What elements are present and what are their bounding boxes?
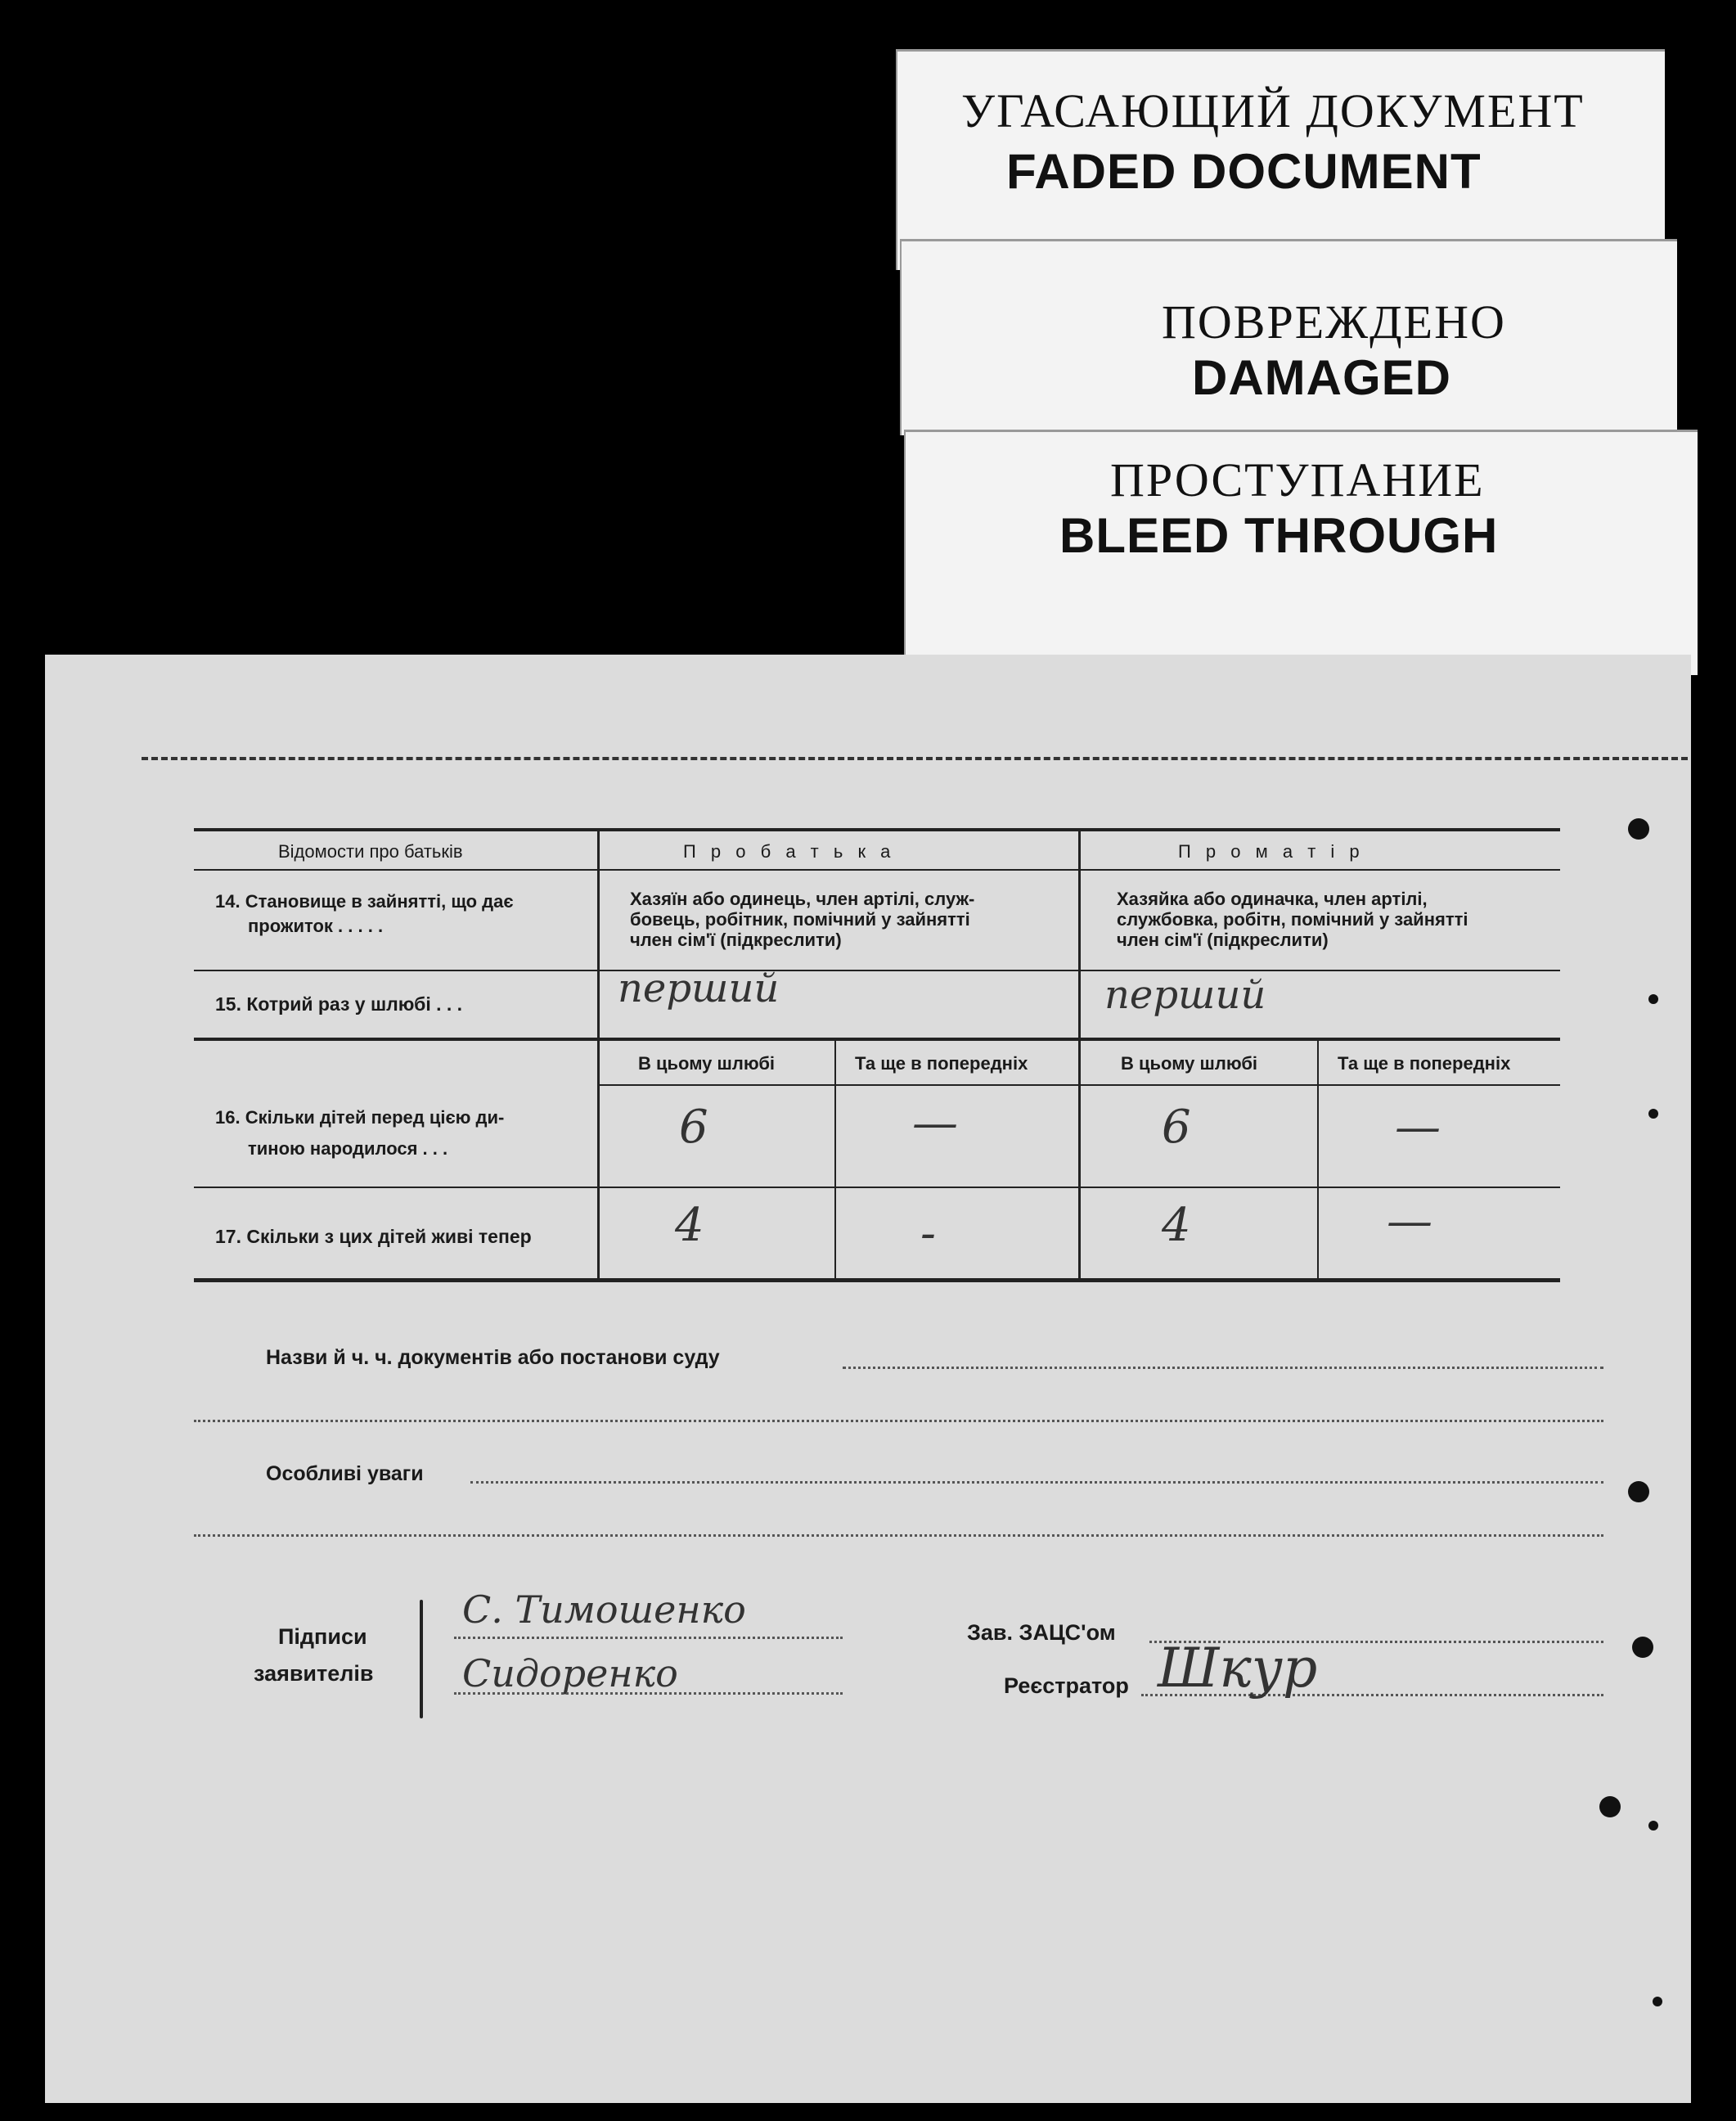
row16-label-2: тиною народилося . . .: [248, 1138, 448, 1159]
faded-document-label: [896, 49, 1665, 270]
subheader-previous-father: Та ще в попередніх: [855, 1053, 1028, 1074]
binding-hole: [1599, 1796, 1621, 1817]
registrar-label: Реєстратор: [1004, 1673, 1129, 1698]
punch-dot: [1653, 1997, 1662, 2006]
documents-label: Назви й ч. ч. документів або постанови суду: [266, 1346, 720, 1369]
signatures-label-2: заявителів: [254, 1661, 374, 1686]
bleed-through-label: [904, 430, 1698, 675]
row14-label-2: прожиток . . . . .: [248, 916, 384, 936]
subheader-this-marriage-mother: В цьому шлюбі: [1121, 1053, 1258, 1074]
punch-dot: [1648, 1109, 1658, 1119]
row16-father-this: 6: [679, 1101, 708, 1154]
row14-father-text-1: Хазяїн або одинець, член артілі, служ-: [630, 889, 975, 909]
row16-label-1: 16. Скільки дітей перед цією ди-: [215, 1107, 505, 1128]
signatures-brace: [420, 1600, 423, 1718]
row14-divider: [194, 970, 1560, 971]
row17-father-this: 4: [675, 1199, 704, 1252]
row16-mother-this: 6: [1162, 1101, 1191, 1154]
row14-mother-text-1: Хазяйка або одиначка, член артілі,: [1117, 889, 1428, 909]
head-of-registry-label: Зав. ЗАЦС'ом: [967, 1620, 1116, 1645]
punch-dot: [1648, 994, 1658, 1004]
row14-mother-text-2: службовка, робітн, помічний у зайнятті: [1117, 909, 1468, 930]
documents-line-2: [194, 1420, 1603, 1422]
faded-label-ru: УГАСАЮЩИЙ ДОКУМЕНТ: [961, 84, 1585, 137]
bleed-label-en: BLEED THROUGH: [1059, 508, 1499, 563]
about-father-header: П р о б а т ь к а: [683, 841, 896, 862]
notes-line-2: [194, 1534, 1603, 1537]
col-divider-4: [1317, 1041, 1319, 1281]
signatures-label-1: Підписи: [278, 1624, 367, 1649]
col-divider-3: [834, 1041, 836, 1281]
table-bottom-border: [194, 1278, 1560, 1282]
applicant-signature-2: Сидоренко: [462, 1651, 678, 1695]
form-sheet: [45, 655, 1691, 2103]
damaged-label: [900, 239, 1677, 435]
row14-father-text-2: бовець, робітник, помічний у зайнятті: [630, 909, 970, 930]
bleed-label-ru: ПРОСТУПАНИЕ: [1110, 453, 1485, 507]
col-divider-1: [597, 828, 600, 1281]
row16-divider: [194, 1187, 1560, 1188]
registrar-signature: Шкур: [1158, 1637, 1318, 1700]
row17-mother-prev: —: [1387, 1195, 1432, 1248]
punch-dot: [1648, 1821, 1658, 1831]
row17-mother-this: 4: [1162, 1199, 1191, 1252]
row16-mother-prev: —: [1395, 1101, 1441, 1154]
documents-line-1: [843, 1367, 1603, 1369]
subheader-this-marriage-father: В цьому шлюбі: [638, 1053, 776, 1074]
damaged-label-en: DAMAGED: [1192, 350, 1451, 405]
perforation-line: [142, 757, 1688, 760]
binding-hole: [1628, 1481, 1649, 1502]
row15-mother-value: перший: [1104, 972, 1266, 1018]
faded-label-en: FADED DOCUMENT: [1006, 144, 1482, 199]
row14-father-text-3: член сім'ї (підкреслити): [630, 930, 842, 950]
row15-label: 15. Котрий раз у шлюбі . . .: [215, 993, 463, 1015]
row17-father-prev: -: [920, 1207, 936, 1260]
signature-line-2: [454, 1692, 843, 1695]
notes-label: Особливі уваги: [266, 1462, 424, 1485]
notes-line-1: [470, 1481, 1603, 1484]
row14-mother-text-3: член сім'ї (підкреслити): [1117, 930, 1329, 950]
binding-hole: [1628, 818, 1649, 840]
damaged-label-ru: ПОВРЕЖДЕНО: [1162, 295, 1506, 349]
subheader-previous-mother: Та ще в попередніх: [1338, 1053, 1511, 1074]
row16-father-prev: —: [912, 1097, 958, 1150]
signature-line-1: [454, 1637, 843, 1639]
binding-hole: [1632, 1637, 1653, 1658]
header-divider: [194, 869, 1560, 871]
about-mother-header: П р о м а т і р: [1178, 841, 1365, 862]
row17-label: 17. Скільки з цих дітей живі тепер: [215, 1226, 532, 1247]
row15-divider: [194, 1038, 1560, 1041]
row14-label-1: 14. Становище в зайнятті, що дає: [215, 891, 514, 912]
row15-father-value: перший: [618, 966, 780, 1011]
col-divider-2: [1078, 828, 1081, 1281]
parents-info-header: Відомости про батьків: [278, 841, 463, 862]
table-top-border: [194, 828, 1560, 831]
applicant-signature-1: С. Тимошенко: [462, 1587, 746, 1632]
